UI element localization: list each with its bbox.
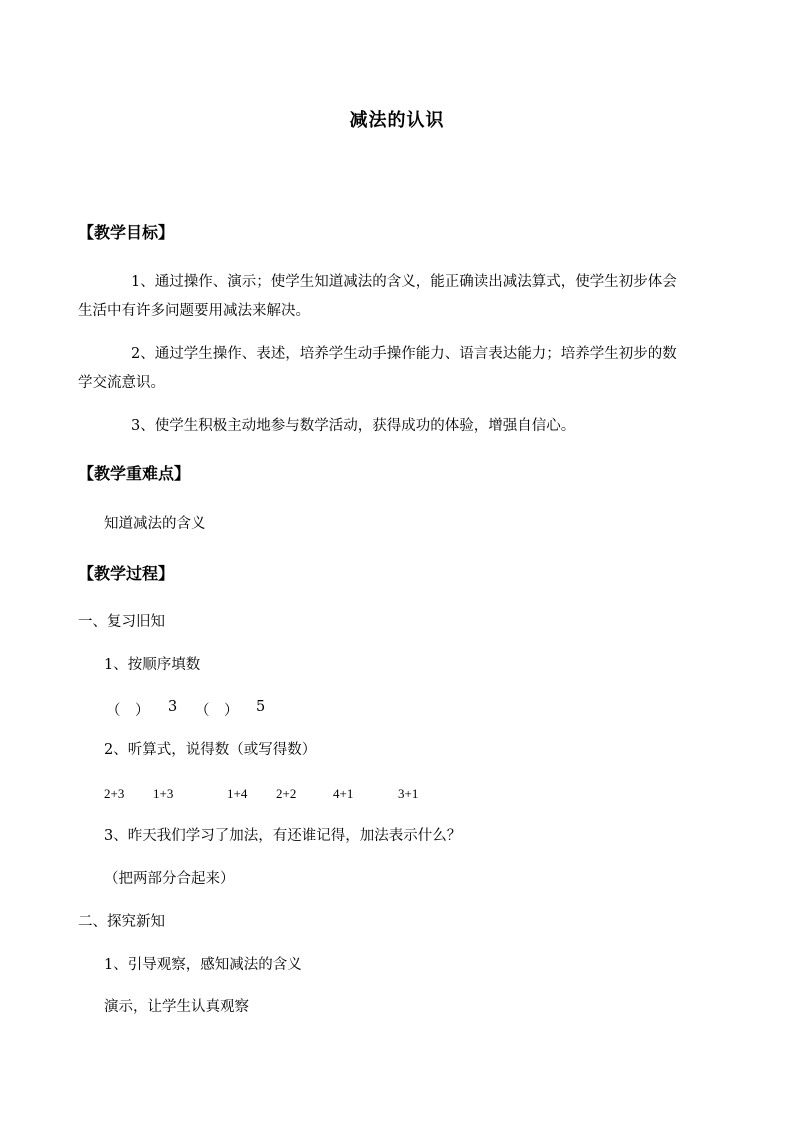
part-1-answer: （把两部分合起来） <box>104 871 235 887</box>
goal-2-line-2: 学交流意识。 <box>78 375 165 391</box>
part-1-title: 一、复习旧知 <box>78 614 165 630</box>
formula: 2+3 <box>104 786 125 801</box>
part-1-item-1: 1、按顺序填数 <box>104 657 201 673</box>
keypoints-text: 知道减法的含义 <box>104 516 206 532</box>
formula: 1+3 <box>153 786 174 801</box>
part-2-item-1: 1、引导观察，感知减法的含义 <box>104 957 302 973</box>
formula: 4+1 <box>333 786 354 801</box>
keypoints-heading: 【教学重难点】 <box>78 464 191 483</box>
part-2-title: 二、探究新知 <box>78 914 165 930</box>
part-1-item-3: 3、昨天我们学习了加法，有还谁记得，加法表示什么？ <box>104 828 462 844</box>
sequence-number: 3 <box>168 699 178 715</box>
goals-heading: 【教学目标】 <box>78 223 175 242</box>
goal-1-line-2: 生活中有许多问题要用减法来解决。 <box>78 303 310 319</box>
document-title: 减法的认识 <box>349 110 445 131</box>
part-2-text: 演示，让学生认真观察 <box>104 999 249 1015</box>
goal-1-line-1: 1、通过操作、演示；使学生知道减法的含义，能正确读出减法算式，使学生初步体会 <box>131 274 677 290</box>
goal-3: 3、使学生积极主动地参与数学活动，获得成功的体验，增强自信心。 <box>131 418 576 434</box>
sequence-blank: （ ） <box>195 703 239 719</box>
formula: 3+1 <box>398 786 419 801</box>
process-heading: 【教学过程】 <box>78 564 175 583</box>
goal-2-line-1: 2、通过学生操作、表述，培养学生动手操作能力、语言表达能力；培养学生初步的数 <box>131 346 677 362</box>
sequence-number: 5 <box>256 699 266 715</box>
sequence-blank: （ ） <box>106 703 150 719</box>
formula: 1+4 <box>227 786 248 801</box>
formula: 2+2 <box>276 786 297 801</box>
part-1-item-2: 2、听算式，说得数（或写得数） <box>104 742 317 758</box>
